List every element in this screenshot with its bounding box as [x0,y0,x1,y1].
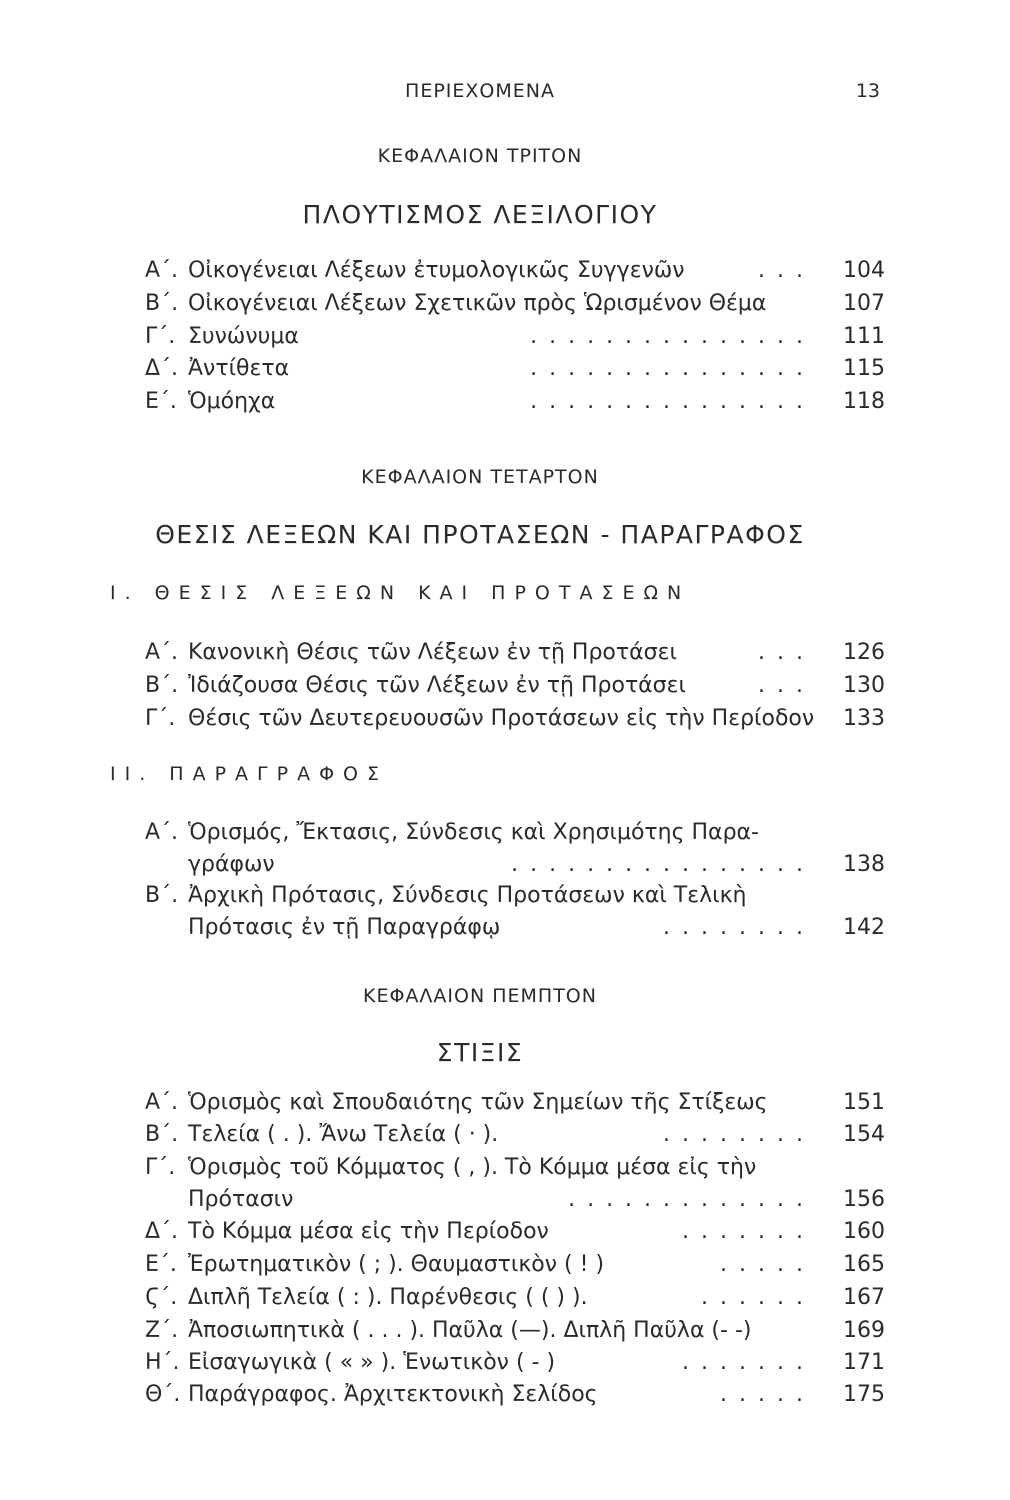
entry-label: Ϛ΄. [145,1285,178,1310]
chapter-label: ΚΕΦΑΛΑΙΟΝ ΠΕΜΠΤΟΝ [363,985,597,1007]
dot-leader: ............... [530,356,815,381]
chapter-title: ΣΤΙΞΙΣ [436,1038,524,1067]
toc-entry [145,291,885,323]
entry-continuation: Πρότασις ἐν τῇ Παραγράφῳ [188,915,501,940]
entry-text: Ἐρωτηματικὸν ( ; ). Θαυμαστικὸν ( ! ) [188,1252,605,1277]
entry-page: 130 [843,673,885,698]
entry-text: Οἰκογένειαι Λέξεων ἐτυμολογικῶς Συγγενῶν [188,258,685,283]
toc-entry [145,706,885,738]
toc-entry [145,324,885,356]
entry-page: 171 [843,1350,885,1375]
entry-text: Ἀποσιωπητικὰ ( . . . ). Παῦλα (—). Διπλῆ Παῦλα (- -) [188,1318,752,1343]
entry-label: Α΄. [145,258,179,283]
toc-entry [145,1382,885,1414]
toc-entry [145,1318,885,1350]
toc-entry [145,640,885,672]
toc-entry [145,883,885,915]
header-title: ΠΕΡΙΕΧΟΜΕΝΑ [405,80,555,102]
toc-entry [145,1285,885,1317]
entry-page: 165 [843,1252,885,1277]
entry-label: Δ΄. [145,1219,179,1244]
entry-label: Β΄. [145,291,179,316]
entry-label: Δ΄. [145,356,179,381]
entry-text: Ἰδιάζουσα Θέσις τῶν Λέξεων ἐν τῇ Προτάσει [188,673,686,698]
page-number: 13 [855,80,880,102]
toc-entry [145,1350,885,1382]
entry-label: Γ΄. [145,1155,176,1180]
entry-label: Β΄. [145,883,179,908]
entry-page: 104 [843,258,885,283]
part-heading: ΙΙ. ΠΑΡΑΓΡΑΦΟΣ [110,763,388,785]
toc-entry-continuation [145,1187,885,1219]
entry-page: 118 [843,389,885,414]
entry-text: Ὁρισμὸς καὶ Σπουδαιότης τῶν Σημείων τῆς Στίξεως [188,1090,768,1115]
entry-text: Κανονικὴ Θέσις τῶν Λέξεων ἐν τῇ Προτάσει [188,640,677,665]
entry-text: Τελεία ( . ). Ἄνω Τελεία ( · ). [188,1122,499,1147]
entry-text: Ἀρχικὴ Πρότασις, Σύνδεσις Προτάσεων καὶ Τελικὴ [188,883,747,908]
entry-continuation: Πρότασιν [188,1187,294,1212]
dot-leader: ................ [511,852,815,877]
entry-page: 107 [843,291,885,316]
toc-entry-continuation [145,915,885,947]
toc-entry [145,820,885,852]
entry-label: Ε΄. [145,389,177,414]
dot-leader: ... [758,258,815,283]
entry-text: Οἰκογένειαι Λέξεων Σχετικῶν πρὸς Ὡρισμένον Θέμα [188,291,767,316]
chapter-title: ΠΛΟΥΤΙΣΜΟΣ ΛΕΞΙΛΟΓΙΟΥ [302,200,658,229]
toc-entry [145,1219,885,1251]
dot-leader: ...... [701,1285,815,1310]
toc-entry [145,258,885,290]
entry-page: 175 [843,1382,885,1407]
entry-label: Β΄. [145,1122,179,1147]
dot-leader: ............... [530,324,815,349]
entry-label: Α΄. [145,1090,179,1115]
dot-leader: ..... [720,1252,815,1277]
entry-text: Ὁρισμὸς τοῦ Κόμματος ( , ). Τὸ Κόμμα μέσα εἰς τὴν [188,1155,757,1180]
toc-entry [145,1155,885,1187]
entry-text: Ὁρισμός, Ἔκτασις, Σύνδεσις καὶ Χρησιμότης Παρα- [188,820,759,845]
entry-page: 133 [843,706,885,731]
toc-entry-continuation [145,852,885,884]
entry-page: 138 [843,852,885,877]
toc-entry [145,1122,885,1154]
entry-label: Γ΄. [145,324,176,349]
entry-page: 156 [843,1187,885,1212]
entry-page: 169 [843,1318,885,1343]
chapter-label: ΚΕΦΑΛΑΙΟΝ ΤΕΤΑΡΤΟΝ [361,466,599,488]
entry-label: Ε΄. [145,1252,177,1277]
entry-page: 154 [843,1122,885,1147]
running-header [0,80,1010,110]
dot-leader: ....... [682,1219,815,1244]
entry-page: 160 [843,1219,885,1244]
entry-text: Τὸ Κόμμα μέσα εἰς τὴν Περίοδον [188,1219,549,1244]
entry-label: Α΄. [145,640,179,665]
toc-entry [145,389,885,421]
entry-page: 111 [843,324,885,349]
dot-leader: ............... [530,389,815,414]
entry-label: Α΄. [145,820,179,845]
entry-text: Ἀντίθετα [188,356,290,381]
entry-label: Η΄. [145,1350,180,1375]
dot-leader: ............. [568,1187,815,1212]
entry-text: Συνώνυμα [188,324,299,349]
entry-page: 126 [843,640,885,665]
entry-label: Ζ΄. [145,1318,179,1343]
toc-entry [145,673,885,705]
dot-leader: ....... [682,1350,815,1375]
dot-leader: ..... [720,1382,815,1407]
entry-text: Παράγραφος. Ἀρχιτεκτονικὴ Σελίδος [188,1382,598,1407]
entry-page: 142 [843,915,885,940]
entry-page: 115 [843,356,885,381]
chapter-title: ΘΕΣΙΣ ΛΕΞΕΩΝ ΚΑΙ ΠΡΟΤΑΣΕΩΝ - ΠΑΡΑΓΡΑΦΟΣ [155,520,805,549]
chapter-label: ΚΕΦΑΛΑΙΟΝ ΤΡΙΤΟΝ [377,145,583,167]
entry-text: Θέσις τῶν Δευτερευουσῶν Προτάσεων εἰς τὴν Περίοδον [188,706,815,731]
toc-entry [145,1090,885,1122]
entry-page: 167 [843,1285,885,1310]
dot-leader: ... [758,640,815,665]
entry-text: Ὁμόηχα [188,389,276,414]
entry-continuation: γράφων [188,852,275,877]
toc-entry [145,1252,885,1284]
entry-label: Β΄. [145,673,179,698]
entry-page: 151 [843,1090,885,1115]
part-heading: Ι. ΘΕΣΙΣ ΛΕΞΕΩΝ ΚΑΙ ΠΡΟΤΑΣΕΩΝ [110,582,691,604]
entry-text: Διπλῆ Τελεία ( : ). Παρένθεσις ( ( ) ). [188,1285,588,1310]
entry-text: Εἰσαγωγικὰ ( « » ). Ἑνωτικὸν ( - ) [188,1350,556,1375]
toc-entry [145,356,885,388]
dot-leader: ........ [663,1122,815,1147]
dot-leader: ... [758,673,815,698]
dot-leader: ........ [663,915,815,940]
entry-label: Γ΄. [145,706,176,731]
entry-label: Θ΄. [145,1382,181,1407]
